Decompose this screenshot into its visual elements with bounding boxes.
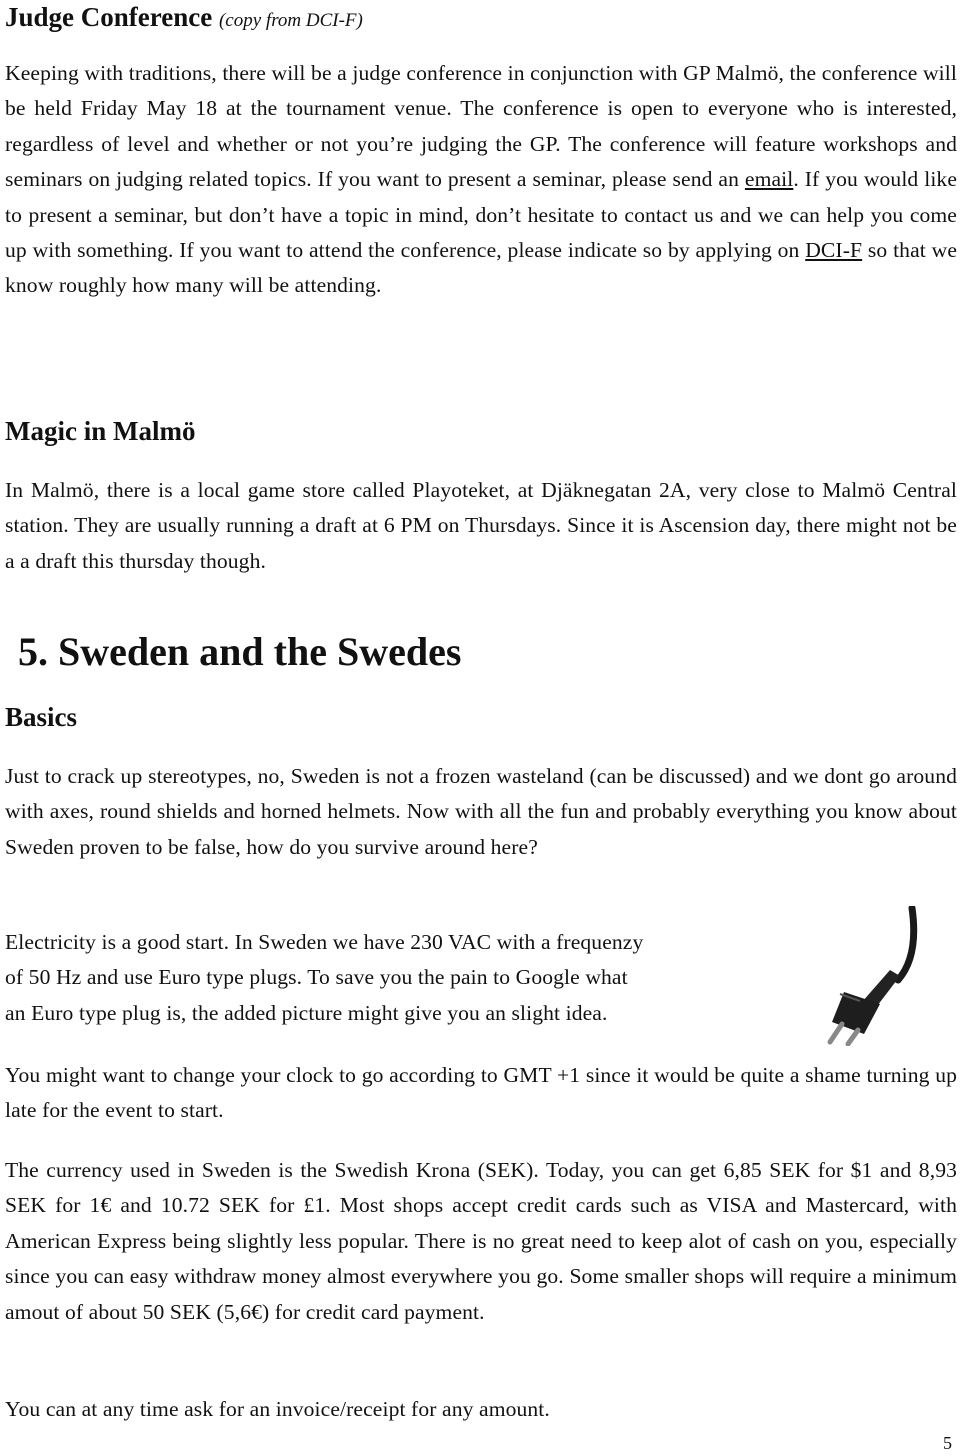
invoice-paragraph: You can at any time ask for an invoice/receipt for any amount. <box>5 1397 550 1421</box>
basics-heading: Basics <box>5 702 78 732</box>
chapter-title: Sweden and the Swedes <box>58 629 462 674</box>
judge-paragraph-part-2: . If you would like to present a seminar, but don’t have a topic in mind, don’t hesitate to contact us and we can help you come up with something. If you want to attend the conference, please indicate so by applying on <box>5 167 958 263</box>
judge-conference-title: Judge Conference <box>5 2 213 32</box>
judge-paragraph-part-1: Keeping with traditions, there will be a judge conference in conjunction with GP Malmö, the conference will be held Friday May 18 at the tournament venue. The conference is open to everyone who is interested, regardless of level and whether or not you’re judging the GP. The conference will feature workshops and seminars on judging related topics. If you want to present a seminar, please send an <box>5 61 957 192</box>
judge-conference-heading <box>5 4 363 31</box>
electricity-line-1: Electricity is a good start. In Sweden we have 230 VAC with a frequenzy <box>5 930 644 954</box>
euro-plug-icon <box>816 906 938 1046</box>
judge-conference-note: (copy from DCI-F) <box>218 10 363 31</box>
chapter-number: 5. <box>18 629 48 674</box>
judge-conference-paragraph <box>5 56 957 304</box>
clock-paragraph: You might want to change your clock to go according to GMT +1 since it would be quite a shame turning up late for the event to start. <box>5 1063 957 1123</box>
electricity-line-3: an Euro type plug is, the added picture might give you an slight idea. <box>5 1000 608 1025</box>
page-number: 5 <box>943 1433 952 1453</box>
currency-paragraph: The currency used in Sweden is the Swedish Krona (SEK). Today, you can get 6,85 SEK for $1 and 8,93 SEK for 1€ and 10.72 SEK for £1. Most shops accept credit cards such as VISA and Mastercard, with American Express being slightly less popular. There is no great need to keep alot of cash on you, especially since you can easy withdraw money almost everywhere you go. Some smaller shops will require a minimum amout of about 50 SEK (5,6€) for credit card payment. <box>5 1158 957 1324</box>
electricity-line-2: of 50 Hz and use Euro type plugs. To save you the pain to Google what <box>5 965 628 990</box>
dci-f-link[interactable]: DCI-F <box>805 238 863 263</box>
judge-paragraph-part-3: so that we know roughly how many will be attending. <box>5 238 957 298</box>
electricity-paragraph <box>5 925 795 1031</box>
chapter-heading <box>18 629 462 674</box>
stereotypes-paragraph: Just to crack up stereotypes, no, Sweden is not a frozen wasteland (can be discussed) and we dont go around with axes, round shields and horned helmets. Now with all the fun and probably everything you know about Sweden proven to be false, how do you survive around here? <box>5 764 957 859</box>
magic-in-malmo-heading: Magic in Malmö <box>5 416 196 446</box>
magic-in-malmo-paragraph: In Malmö, there is a local game store called Playoteket, at Djäknegatan 2A, very close to Malmö Central station. They are usually running a draft at 6 PM on Thursdays. Since it is Ascension day, there might not be a a draft this thursday though. <box>5 478 957 573</box>
email-link[interactable]: email <box>744 167 794 192</box>
